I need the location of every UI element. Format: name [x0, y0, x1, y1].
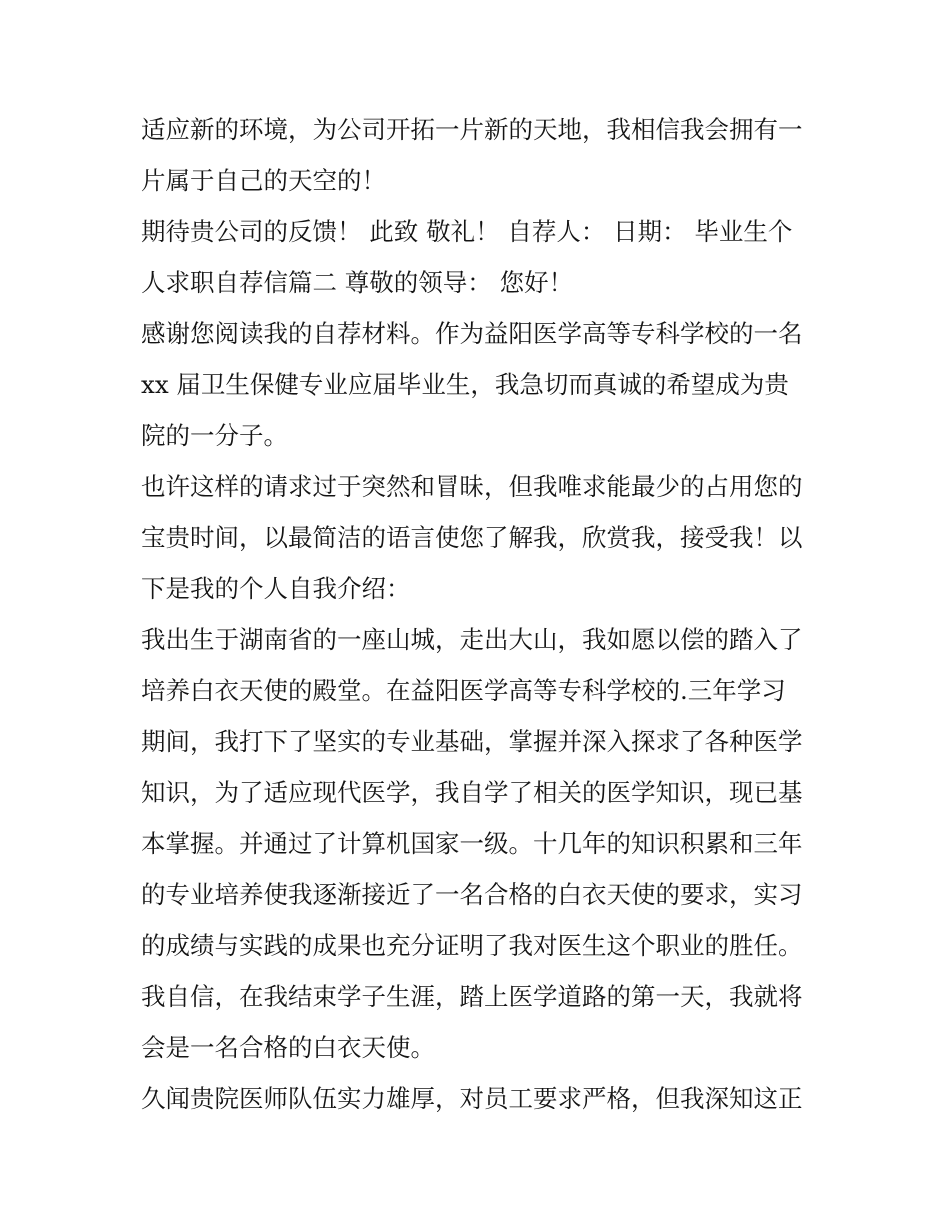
text-line: 的成绩与实践的成果也充分证明了我对医生这个职业的胜任。	[141, 931, 803, 960]
text-line: 久闻贵院医师队伍实力雄厚，对员工要求严格，但我深知这正	[141, 1084, 803, 1113]
text-line: 片属于自己的天空的！	[141, 166, 386, 195]
text-line: 的专业培养使我逐渐接近了一名合格的白衣天使的要求，实习	[141, 880, 803, 909]
text-line: 会是一名合格的白衣天使。	[141, 1033, 435, 1062]
text-line: 人求职自荐信篇二 尊敬的领导： 您好！	[141, 268, 574, 297]
text-line: xx 届卫生保健专业应届毕业生，我急切而真诚的希望成为贵	[141, 370, 789, 399]
text-line: 本掌握。并通过了计算机国家一级。十几年的知识积累和三年	[141, 829, 803, 858]
text-line: 期待贵公司的反馈！ 此致 敬礼！ 自荐人： 日期： 毕业生个	[141, 217, 793, 246]
text-line: 下是我的个人自我介绍：	[141, 574, 411, 603]
text-line: 我自信，在我结束学子生涯，踏上医学道路的第一天，我就将	[141, 982, 803, 1011]
text-line: 期间，我打下了坚实的专业基础，掌握并深入探求了各种医学	[141, 727, 803, 756]
text-line: 感谢您阅读我的自荐材料。作为益阳医学高等专科学校的一名	[141, 319, 803, 348]
text-line: 培养白衣天使的殿堂。在益阳医学高等专科学校的.三年学习	[141, 676, 786, 705]
text-line: 适应新的环境，为公司开拓一片新的天地，我相信我会拥有一	[141, 115, 803, 144]
text-line: 宝贵时间，以最简洁的语言使您了解我，欣赏我，接受我！以	[141, 523, 803, 552]
text-line: 也许这样的请求过于突然和冒昧，但我唯求能最少的占用您的	[141, 472, 803, 501]
text-line: 院的一分子。	[141, 421, 288, 450]
text-line: 知识，为了适应现代医学，我自学了相关的医学知识，现已基	[141, 778, 803, 807]
text-line: 我出生于湖南省的一座山城，走出大山，我如愿以偿的踏入了	[141, 625, 803, 654]
